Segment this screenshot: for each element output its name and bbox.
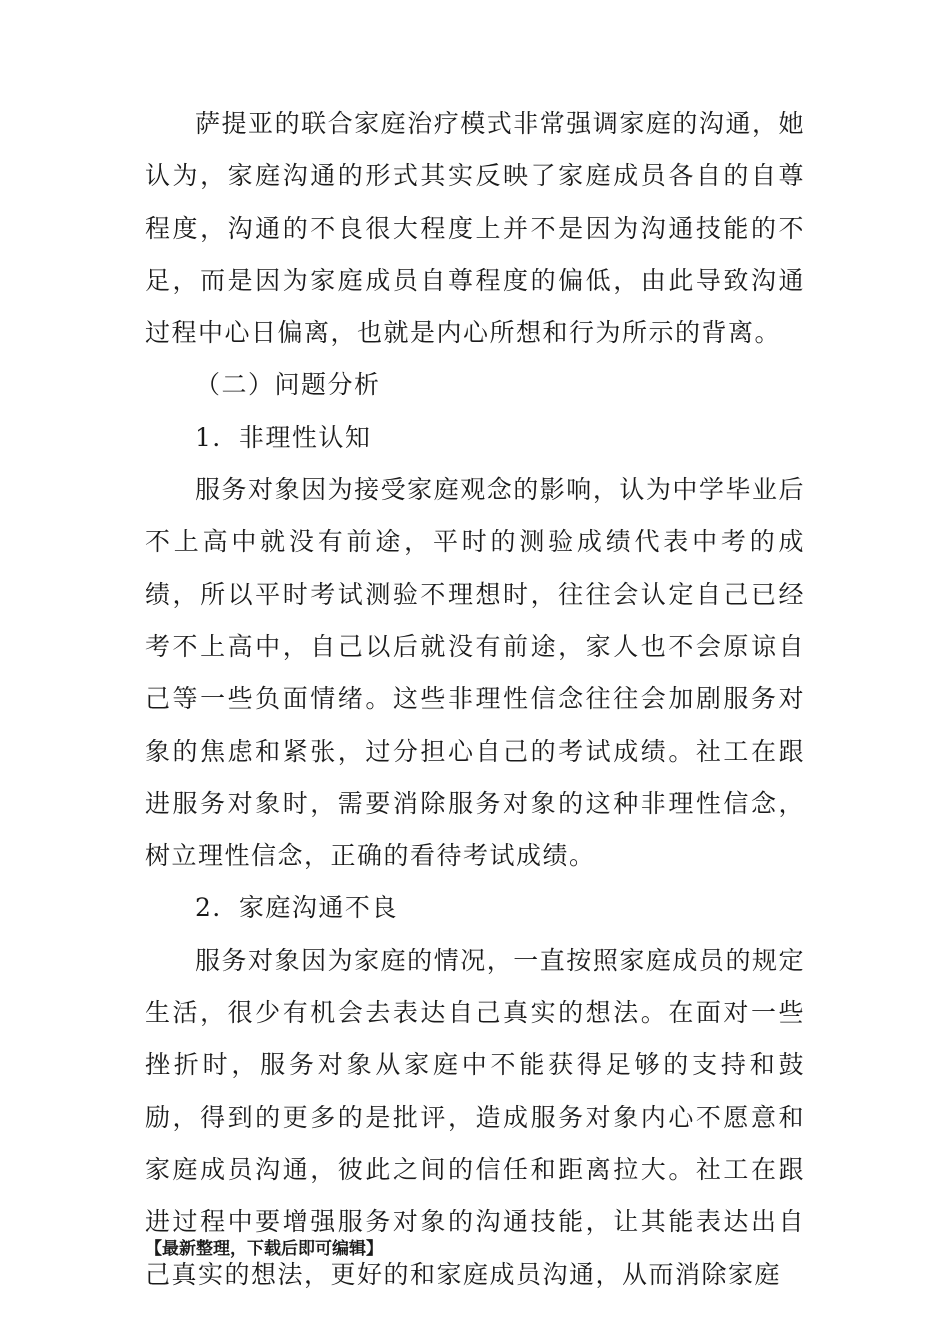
- section-heading-problem-analysis: （二）问题分析: [195, 370, 381, 400]
- subheading-irrational-cognition: 1．非理性认知: [195, 422, 372, 452]
- paragraph-satir-communication: 萨提亚的联合家庭治疗模式非常强调家庭的沟通，她认为，家庭沟通的形式其实反映了家庭成员各自的自尊程度，沟通的不良很大程度上并不是因为沟通技能的不足，而是因为家庭成员自尊程度的偏低，由此导致沟通过程中心日偏离，也就是内心所想和行为所示的背离。: [145, 109, 805, 348]
- subheading-poor-family-communication: 2．家庭沟通不良: [195, 893, 398, 923]
- paragraph-poor-family-communication: 服务对象因为家庭的情况，一直按照家庭成员的规定生活，很少有机会去表达自己真实的想法。在面对一些挫折时，服务对象从家庭中不能获得足够的支持和鼓励，得到的更多的是批评，造成服务对象内心不愿意和家庭成员沟通，彼此之间的信任和距离拉大。社工在跟进过程中要增强服务对象的沟通技能，让其能表达出自己真实的想法，更好的和家庭成员沟通，从而消除家庭: [145, 945, 805, 1289]
- document-body: [145, 98, 805, 1301]
- footer-note: 【最新整理，下载后即可编辑】: [145, 1239, 383, 1259]
- paragraph-irrational-cognition: 服务对象因为接受家庭观念的影响，认为中学毕业后不上高中就没有前途，平时的测验成绩代表中考的成绩，所以平时考试测验不理想时，往往会认定自己已经考不上高中，自己以后就没有前途，家人也不会原谅自己等一些负面情绪。这些非理性信念往往会加剧服务对象的焦虑和紧张，过分担心自己的考试成绩。社工在跟进服务对象时，需要消除服务对象的这种非理性信念，树立理性信念，正确的看待考试成绩。: [145, 475, 805, 871]
